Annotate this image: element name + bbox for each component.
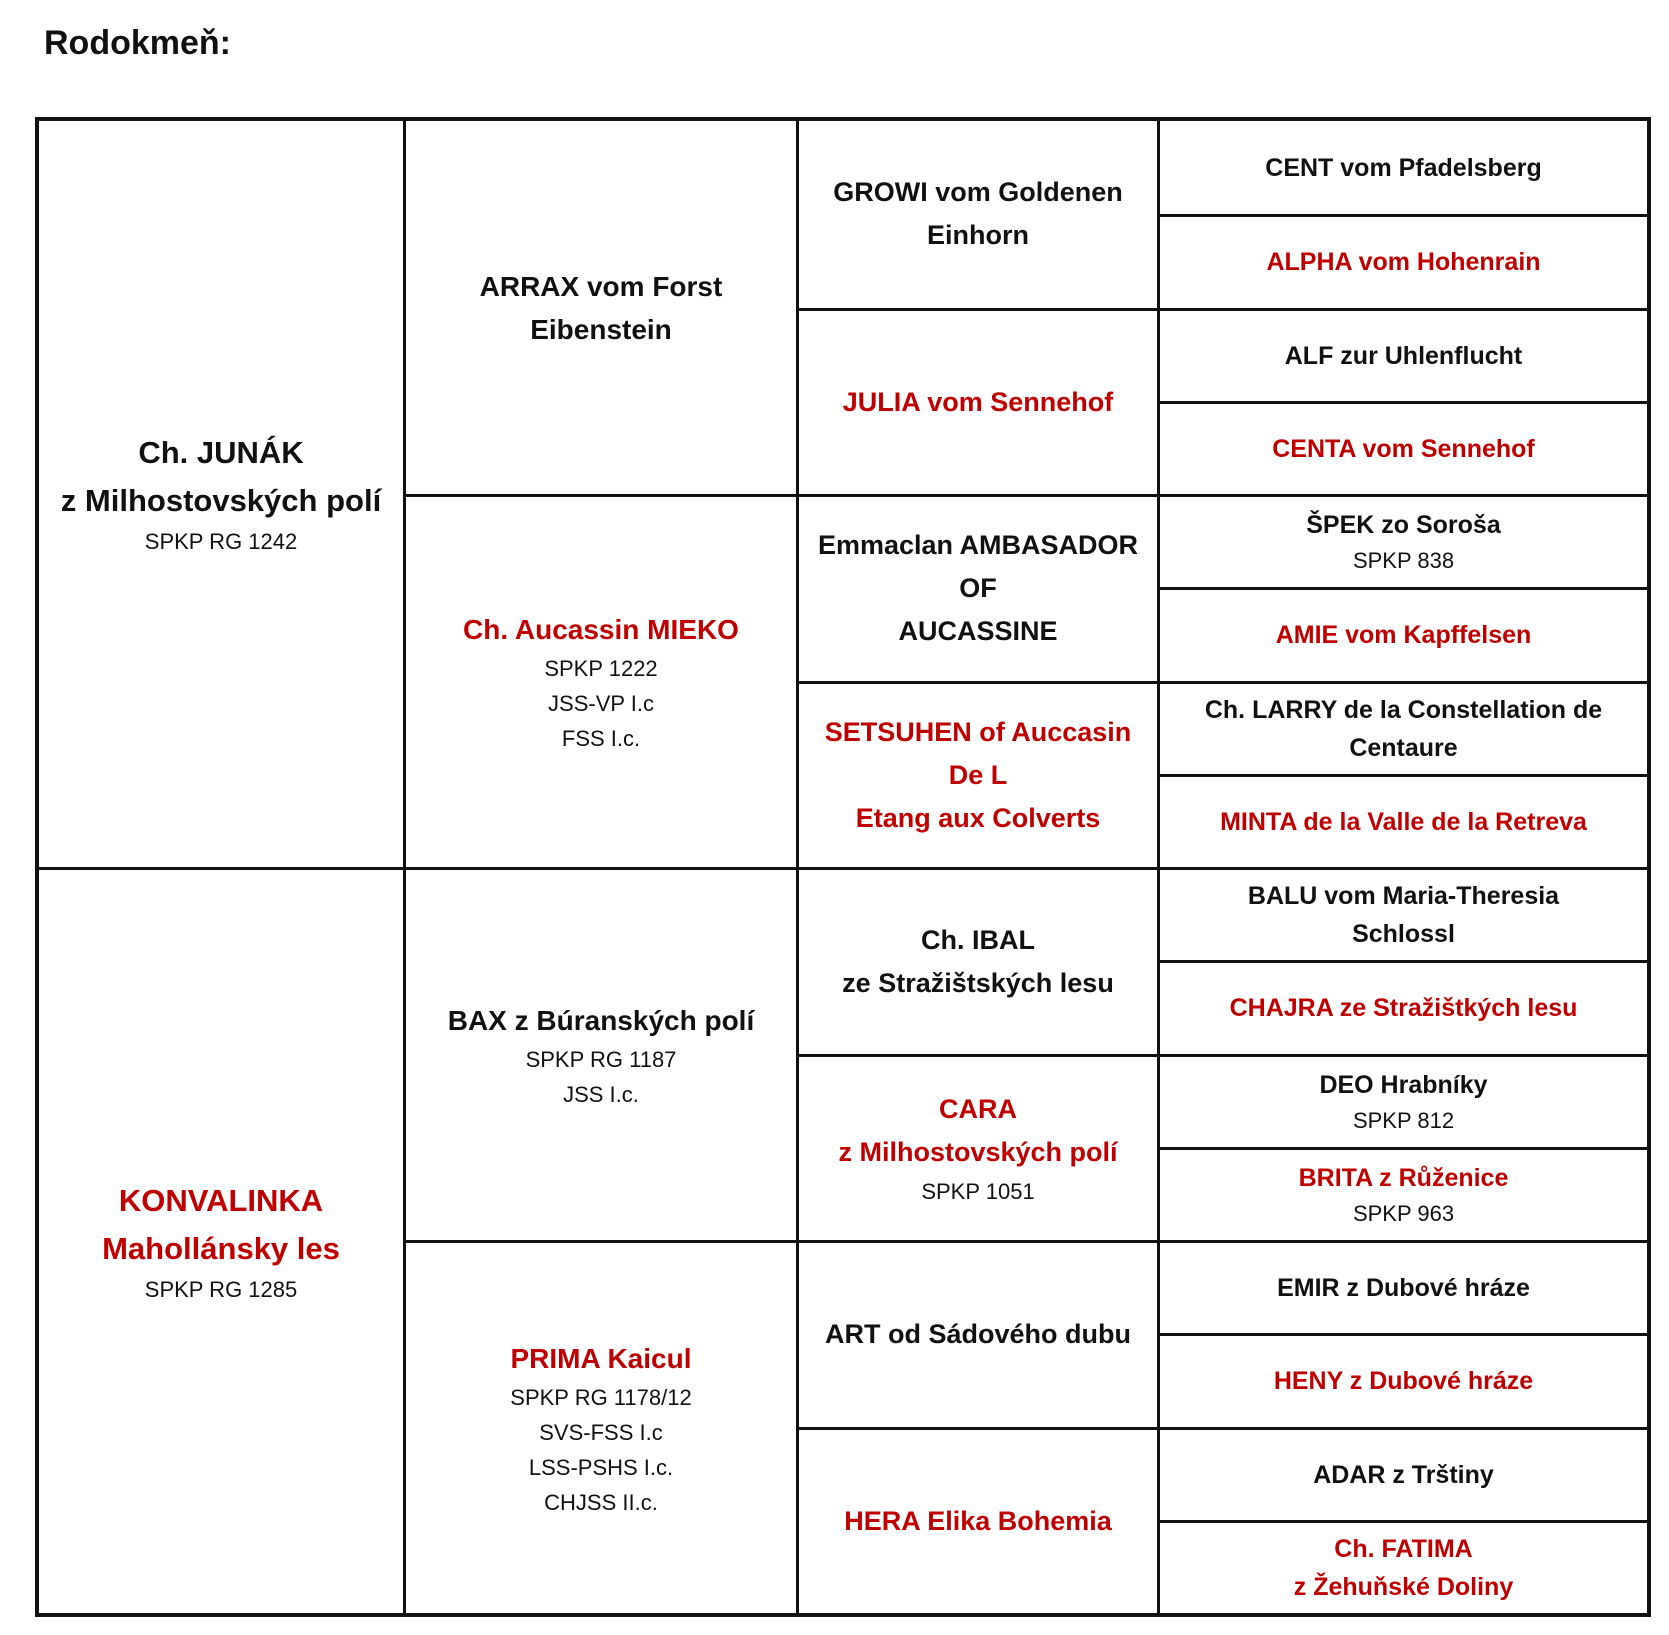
great-grandparent-name: CARA <box>939 1093 1017 1124</box>
great-great-grandparent-name: ALF zur Uhlenflucht <box>1284 341 1523 370</box>
great-great-grandparent-name: BRITA z Růženice <box>1298 1163 1509 1192</box>
parent-cell <box>39 870 403 1613</box>
row-divider <box>797 1240 1159 1243</box>
row-divider <box>1158 494 1648 497</box>
great-great-grandparent-name: Ch. FATIMA <box>1334 1534 1473 1563</box>
great-great-grandparent-name: AMIE vom Kapffelsen <box>1275 621 1532 650</box>
great-grandparent-cell <box>799 1430 1157 1614</box>
great-grandparent-name: ART od Sádového dubu <box>825 1319 1131 1350</box>
great-great-grandparent-cell <box>1160 311 1647 401</box>
parent-name: Ch. JUNÁK <box>138 435 304 470</box>
great-great-grandparent-cell <box>1160 963 1647 1053</box>
great-grandparent-cell <box>799 1243 1157 1427</box>
great-great-grandparent-name: CHAJRA ze Stražištkých lesu <box>1229 994 1578 1023</box>
grandparent-registration: FSS I.c. <box>561 726 641 751</box>
great-great-grandparent-name: CENT vom Pfadelsberg <box>1265 153 1542 182</box>
great-grandparent-name: Einhorn <box>927 220 1029 251</box>
parent-name: z Milhostovských polí <box>60 483 382 518</box>
row-divider <box>797 867 1159 870</box>
row-divider <box>797 1054 1159 1057</box>
grandparent-registration: CHJSS II.c. <box>544 1489 658 1515</box>
great-grandparent-name: ze Stražištských lesu <box>842 967 1114 998</box>
row-divider <box>1158 401 1648 404</box>
grandparent-registration: SPKP RG 1187 <box>525 1046 677 1072</box>
row-divider <box>404 1240 798 1243</box>
great-great-grandparent-name: z Žehuňské Doliny <box>1293 1572 1514 1601</box>
grandparent-name: PRIMA Kaicul <box>510 1342 692 1374</box>
great-grandparent-registration: SPKP 1051 <box>921 1178 1035 1204</box>
row-divider <box>797 494 1159 497</box>
grandparent-registration: LSS-PSHS I.c. <box>528 1454 674 1480</box>
row-divider <box>1158 774 1648 777</box>
parent-cell <box>39 121 403 867</box>
parent-name: KONVALINKA <box>118 1182 324 1218</box>
grandparent-registration: JSS-VP I.c <box>548 691 654 716</box>
great-great-grandparent-cell <box>1160 1523 1647 1613</box>
great-great-grandparent-name: ŠPEK zo Soroša <box>1306 511 1501 540</box>
great-great-grandparent-name: EMIR z Dubové hráze <box>1277 1274 1530 1303</box>
row-divider <box>1158 1147 1648 1150</box>
great-great-grandparent-cell <box>1160 1336 1647 1426</box>
great-great-grandparent-cell <box>1160 217 1647 307</box>
great-great-grandparent-name: HENY z Dubové hráze <box>1273 1367 1534 1396</box>
row-divider <box>1158 1054 1648 1057</box>
great-grandparent-name: JULIA vom Sennehof <box>842 386 1114 417</box>
great-grandparent-cell <box>799 497 1157 681</box>
row-divider <box>404 494 798 497</box>
great-grandparent-name: AUCASSINE <box>898 616 1058 647</box>
great-grandparent-name: z Milhostovských polí <box>838 1136 1118 1167</box>
great-great-grandparent-cell <box>1160 497 1647 587</box>
great-great-grandparent-registration: SPKP 963 <box>1352 1200 1455 1226</box>
grandparent-cell <box>406 1243 796 1613</box>
great-great-grandparent-name: Centaure <box>1349 733 1458 762</box>
column-divider <box>1157 121 1160 1613</box>
great-great-grandparent-cell <box>1160 590 1647 680</box>
great-grandparent-name: SETSUHEN of Auccasin De L <box>824 716 1132 790</box>
row-divider <box>797 1427 1159 1430</box>
grandparent-registration: SVS-FSS I.c <box>539 1419 663 1445</box>
row-divider <box>1158 1333 1648 1336</box>
row-divider <box>1158 1240 1648 1243</box>
row-divider <box>1158 1520 1648 1523</box>
grandparent-registration: SPKP 1222 <box>544 656 658 681</box>
great-great-grandparent-cell <box>1160 1057 1647 1147</box>
great-grandparent-name: Etang aux Colverts <box>855 802 1101 833</box>
great-great-grandparent-cell <box>1160 1150 1647 1240</box>
row-divider <box>797 681 1159 684</box>
parent-registration: SPKP RG 1285 <box>144 1276 298 1302</box>
great-grandparent-cell <box>799 121 1157 308</box>
row-divider <box>1158 867 1648 870</box>
great-great-grandparent-cell <box>1160 870 1647 960</box>
grandparent-name: BAX z Búranských polí <box>447 1004 755 1036</box>
great-great-grandparent-name: DEO Hrabníky <box>1319 1070 1488 1099</box>
row-divider <box>404 867 798 870</box>
grandparent-cell <box>406 497 796 867</box>
grandparent-registration: JSS I.c. <box>563 1081 639 1107</box>
great-great-grandparent-name: BALU vom Maria-Theresia <box>1247 882 1560 911</box>
row-divider <box>1158 681 1648 684</box>
column-divider <box>403 121 406 1613</box>
great-grandparent-cell <box>799 870 1157 1054</box>
row-divider <box>1158 960 1648 963</box>
column-divider <box>796 121 799 1613</box>
great-great-grandparent-name: Schlossl <box>1352 920 1455 949</box>
great-great-grandparent-cell <box>1160 684 1647 774</box>
parent-name: Mahollánsky les <box>102 1230 340 1266</box>
grandparent-cell <box>406 121 796 494</box>
great-great-grandparent-cell <box>1160 1430 1647 1520</box>
great-great-grandparent-cell <box>1160 1243 1647 1333</box>
row-divider <box>1158 308 1648 311</box>
great-grandparent-name: Ch. IBAL <box>921 924 1035 955</box>
row-divider <box>1158 214 1648 217</box>
great-great-grandparent-name: ADAR z Trštiny <box>1313 1460 1494 1489</box>
grandparent-name: Ch. Aucassin MIEKO <box>463 614 739 645</box>
page-title: Rodokmeň: <box>44 24 231 62</box>
grandparent-cell <box>406 870 796 1240</box>
great-great-grandparent-cell <box>1160 777 1647 867</box>
great-grandparent-name: Emmaclan AMBASADOR OF <box>817 530 1139 604</box>
great-great-grandparent-registration: SPKP 812 <box>1352 1107 1455 1133</box>
great-grandparent-cell <box>799 1057 1157 1241</box>
great-grandparent-name: GROWI vom Goldenen <box>833 177 1123 208</box>
great-grandparent-cell <box>799 684 1157 868</box>
great-great-grandparent-registration: SPKP 838 <box>1352 548 1455 574</box>
great-great-grandparent-name: CENTA vom Sennehof <box>1272 434 1535 463</box>
great-great-grandparent-cell <box>1160 121 1647 214</box>
pedigree-table <box>35 117 1651 1617</box>
grandparent-name: ARRAX vom Forst Eibenstein <box>479 270 723 345</box>
great-great-grandparent-cell <box>1160 404 1647 494</box>
parent-registration: SPKP RG 1242 <box>144 529 298 554</box>
great-great-grandparent-name: Ch. LARRY de la Constellation de <box>1204 695 1603 724</box>
row-divider <box>39 867 404 870</box>
great-grandparent-cell <box>799 311 1157 495</box>
great-great-grandparent-name: MINTA de la Valle de la Retreva <box>1220 807 1587 836</box>
row-divider <box>1158 587 1648 590</box>
great-grandparent-name: HERA Elika Bohemia <box>844 1505 1112 1536</box>
grandparent-registration: SPKP RG 1178/12 <box>510 1384 692 1410</box>
great-great-grandparent-name: ALPHA vom Hohenrain <box>1266 248 1541 277</box>
row-divider <box>797 308 1159 311</box>
row-divider <box>1158 1427 1648 1430</box>
